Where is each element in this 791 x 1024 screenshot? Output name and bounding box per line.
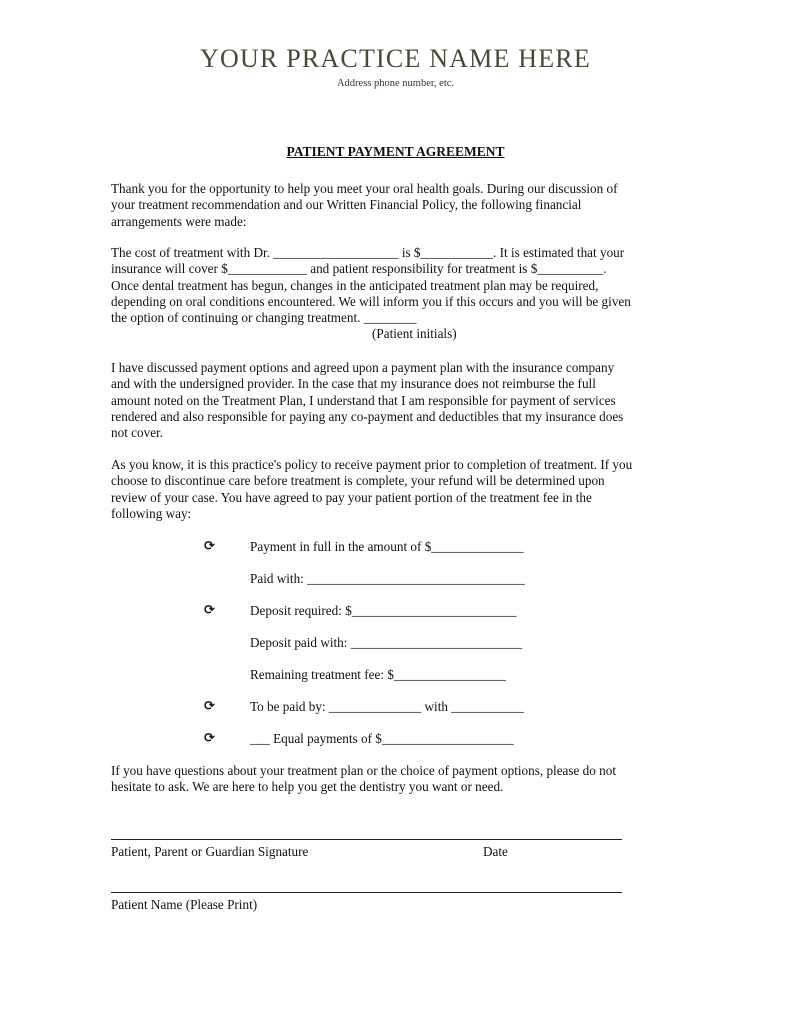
intro-paragraph <box>111 181 701 230</box>
cost-line: insurance will cover $____________ and patient responsibility for treatment is $__________. <box>111 261 607 277</box>
patient-initials-label: (Patient initials) <box>372 326 457 341</box>
closing-line: If you have questions about your treatment plan or the choice of payment options, please do not <box>111 763 617 778</box>
cost-line: depending on oral conditions encountered. We will inform you if this occurs and you will be given <box>111 293 631 309</box>
checkbox-full-payment-icon[interactable]: ⟳ <box>204 539 215 554</box>
practice-name: YOUR PRACTICE NAME HERE <box>200 44 591 73</box>
discussed-line: not cover. <box>111 425 164 441</box>
date-label: Date <box>483 844 508 859</box>
document-title-text: PATIENT PAYMENT AGREEMENT <box>286 144 505 159</box>
discussed-line: I have discussed payment options and agreed upon a payment plan with the insurance company <box>111 360 615 375</box>
policy-paragraph <box>111 457 701 522</box>
cost-paragraph <box>111 245 701 326</box>
closing-line: hesitate to ask. We are here to help you get the dentistry you want or need. <box>111 779 504 795</box>
intro-line: Thank you for the opportunity to help you meet your oral health goals. During our discussion of <box>111 181 618 196</box>
patient-name-label: Patient Name (Please Print) <box>111 897 258 912</box>
deposit-paid-with-field: Deposit paid with: __________________________ <box>250 635 523 650</box>
paid-with-field: Paid with: _________________________________ <box>250 571 525 586</box>
policy-line: As you know, it is this practice's policy to receive payment prior to completion of treatment. If you <box>111 457 633 472</box>
discussed-line: rendered and also responsible for paying any co-payment and deductibles that my insurance does <box>111 408 624 424</box>
policy-line: choose to discontinue care before treatment is complete, your refund will be determined upon <box>111 473 605 489</box>
checkbox-equal-payments-icon[interactable]: ⟳ <box>204 731 215 746</box>
to-be-paid-by-option: To be paid by: ______________ with ___________ <box>250 699 524 714</box>
checkbox-to-be-paid-icon[interactable]: ⟳ <box>204 699 215 714</box>
practice-address: Address phone number, etc. <box>336 78 455 89</box>
patient-name-line[interactable] <box>111 892 622 893</box>
discussed-line: amount noted on the Treatment Plan, I understand that I am responsible for payment of services <box>111 392 616 408</box>
full-payment-option: Payment in full in the amount of $______________ <box>250 539 524 554</box>
signature-label: Patient, Parent or Guardian Signature <box>111 844 309 859</box>
signature-line[interactable] <box>111 839 622 840</box>
discussed-paragraph <box>111 360 701 441</box>
cost-line: The cost of treatment with Dr. ___________________ is $___________. It is estimated that your <box>111 245 625 260</box>
discussed-line: and with the undersigned provider. In the case that my insurance does not reimburse the full <box>111 376 596 392</box>
policy-line: following way: <box>111 505 192 521</box>
cost-line: Once dental treatment has begun, changes in the anticipated treatment plan may be required, <box>111 277 599 293</box>
policy-line: review of your case. You have agreed to pay your patient portion of the treatment fee in the <box>111 489 592 505</box>
cost-line: the option of continuing or changing treatment. ________ <box>111 310 417 326</box>
intro-line: your treatment recommendation and our Written Financial Policy, the following financial <box>111 197 582 213</box>
document-title <box>0 144 791 160</box>
remaining-fee-field: Remaining treatment fee: $_________________ <box>250 667 507 682</box>
closing-paragraph <box>111 763 701 796</box>
intro-line: arrangements were made: <box>111 213 247 229</box>
checkbox-deposit-icon[interactable]: ⟳ <box>204 603 215 618</box>
deposit-required-option: Deposit required: $_________________________ <box>250 603 517 618</box>
equal-payments-option: ___ Equal payments of $____________________ <box>250 731 514 746</box>
